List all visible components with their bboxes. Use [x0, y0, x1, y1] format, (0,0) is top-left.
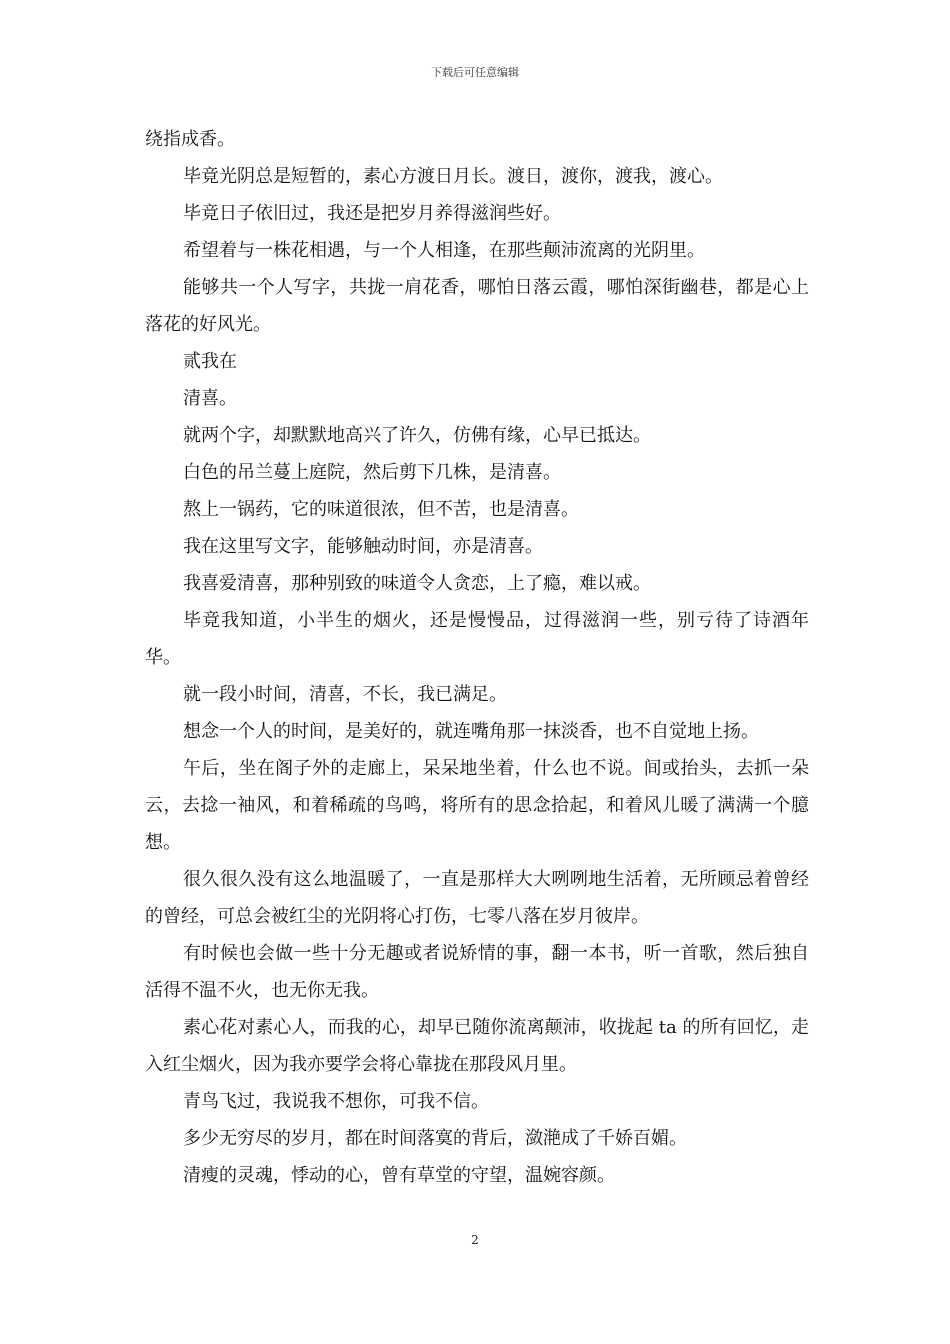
- paragraph: 白色的吊兰蔓上庭院，然后剪下几株，是清喜。: [183, 462, 561, 483]
- paragraph: 我喜爱清喜，那种别致的味道令人贪恋，上了瘾，难以戒。: [183, 573, 651, 594]
- paragraph: 毕竟我知道，小半生的烟火，还是慢慢品，过得滋润一些，别亏待了诗酒年华。: [145, 610, 809, 668]
- paragraph: 熬上一锅药，它的味道很浓，但不苦，也是清喜。: [183, 499, 579, 520]
- body-text: [145, 121, 809, 1194]
- paragraph: 素心花对素心人，而我的心，却早已随你流离颠沛，收拢起 ta 的所有回忆，走入红尘烟火，因为我亦要学会将心靠拢在那段风月里。: [145, 1017, 809, 1075]
- paragraph: 就两个字，却默默地高兴了许久，仿佛有缘，心早已抵达。: [183, 425, 651, 446]
- paragraph: 想念一个人的时间，是美好的，就连嘴角那一抹淡香，也不自觉地上扬。: [183, 721, 759, 742]
- paragraph: 有时候也会做一些十分无趣或者说矫情的事，翻一本书，听一首歌，然后独自活得不温不火，也无你无我。: [145, 943, 809, 1001]
- paragraph: 绕指成香。: [145, 129, 235, 150]
- paragraph: 我在这里写文字，能够触动时间，亦是清喜。: [183, 536, 543, 557]
- paragraph: 很久很久没有这么地温暖了，一直是那样大大咧咧地生活着，无所顾忌着曾经的曾经，可总会被红尘的光阴将心打伤，七零八落在岁月彼岸。: [145, 869, 809, 927]
- paragraph: 毕竟光阴总是短暂的，素心方渡日月长。渡日，渡你，渡我，渡心。: [183, 166, 723, 187]
- paragraph: 清瘦的灵魂，悸动的心，曾有草堂的守望，温婉容颜。: [183, 1165, 615, 1186]
- page-header: 下载后可任意编辑: [431, 66, 519, 79]
- paragraph: 午后，坐在阁子外的走廊上，呆呆地坐着，什么也不说。间或抬头，去抓一朵云，去捻一袖风，和着稀疏的鸟鸣，将所有的思念拾起，和着风儿暖了满满一个臆想。: [145, 758, 809, 853]
- paragraph: 希望着与一株花相遇，与一个人相逢，在那些颠沛流离的光阴里。: [183, 240, 705, 261]
- paragraph: 能够共一个人写字，共拢一肩花香，哪怕日落云霞，哪怕深街幽巷，都是心上落花的好风光。: [145, 277, 809, 335]
- paragraph: 多少无穷尽的岁月，都在时间落寞的背后，潋滟成了千娇百媚。: [183, 1128, 687, 1149]
- paragraph: 清喜。: [183, 388, 237, 409]
- paragraph: 毕竟日子依旧过，我还是把岁月养得滋润些好。: [183, 203, 561, 224]
- paragraph: 青鸟飞过，我说我不想你，可我不信。: [183, 1091, 489, 1112]
- paragraph: 就一段小时间，清喜，不长，我已满足。: [183, 684, 507, 705]
- page-number: 2: [471, 1233, 479, 1247]
- paragraph: 贰我在: [183, 351, 237, 372]
